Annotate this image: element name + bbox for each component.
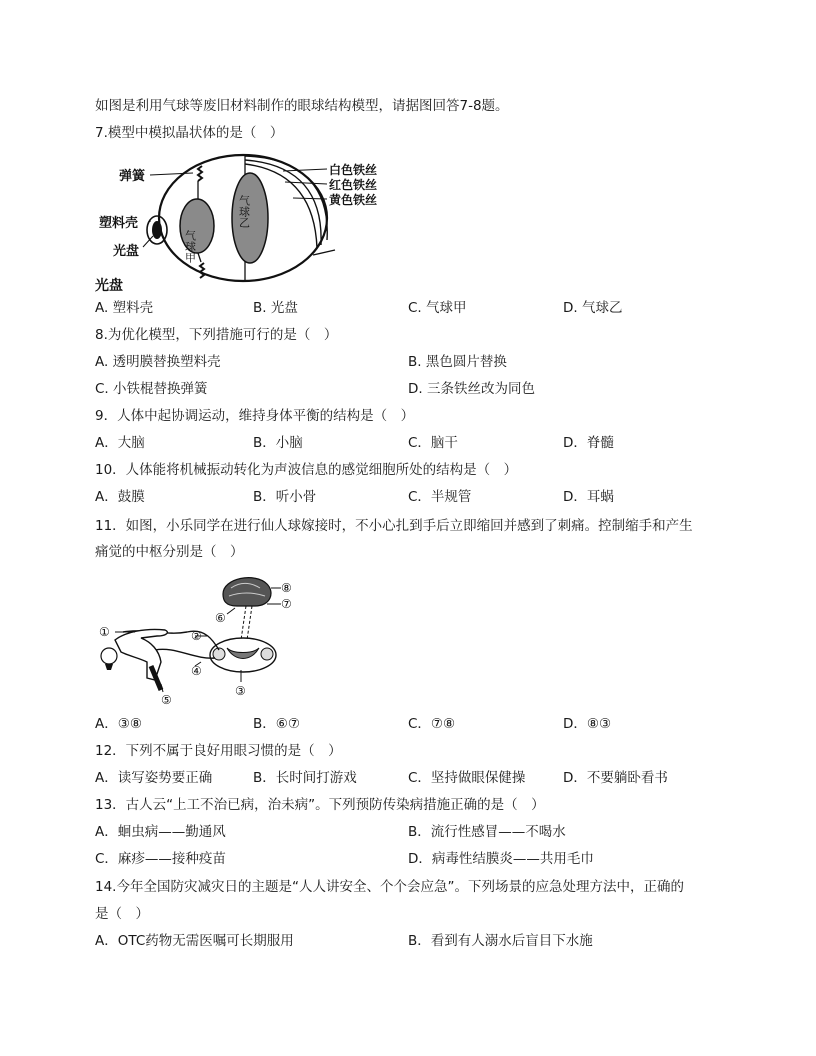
q9-option-a[interactable]: A．大脑 <box>95 435 145 451</box>
q9-option-c[interactable]: C．脑干 <box>408 435 458 451</box>
question-8-stem: 8.为优化模型，下列措施可行的是（ ） <box>95 327 338 343</box>
q11-option-d[interactable]: D．⑧③ <box>563 716 612 732</box>
question-10-stem: 10．人体能将机械振动转化为声波信息的感觉细胞所处的结构是（ ） <box>95 462 518 478</box>
q13-option-d[interactable]: D．病毒性结膜炎——共用毛巾 <box>408 851 594 867</box>
question-11-stem-line-1: 11．如图，小乐同学在进行仙人球嫁接时，不小心扎到手后立即缩回并感到了刺痛。控制缩手和产生 <box>95 518 693 534</box>
q12-option-a[interactable]: A．读写姿势要正确 <box>95 770 213 786</box>
question-14-stem-line-2: 是（ ） <box>95 906 149 922</box>
stray-label: 光盘 <box>95 278 123 294</box>
label-5: ⑤ <box>161 693 172 707</box>
label-red-wire: 红色铁丝 <box>329 178 378 192</box>
question-7-stem: 7.模型中模拟晶状体的是（ ） <box>95 125 284 141</box>
cactus-shape <box>101 648 117 664</box>
q11-option-b[interactable]: B．⑥⑦ <box>253 716 300 732</box>
q8-option-d[interactable]: D. 三条铁丝改为同色 <box>408 381 535 397</box>
q10-option-a[interactable]: A．鼓膜 <box>95 489 145 505</box>
q12-option-d[interactable]: D．不要躺卧看书 <box>563 770 668 786</box>
q12-option-b[interactable]: B．长时间打游戏 <box>253 770 357 786</box>
eyeball-model-figure <box>95 150 395 295</box>
question-14-stem-line-1: 14.今年全国防灾减灾日的主题是“人人讲安全、个个会应急”。下列场景的应急处理方法中，正确的 <box>95 879 684 895</box>
intro-text: 如图是利用气球等废旧材料制作的眼球结构模型，请据图回答7-8题。 <box>95 98 509 114</box>
q11-option-c[interactable]: C．⑦⑧ <box>408 716 456 732</box>
label-spring: 弹簧 <box>119 169 146 184</box>
q9-option-b[interactable]: B．小脑 <box>253 435 303 451</box>
q7-option-c[interactable]: C. 气球甲 <box>408 300 467 316</box>
label-disc: 光盘 <box>113 244 140 259</box>
q7-option-d[interactable]: D. 气球乙 <box>563 300 623 316</box>
q13-option-b[interactable]: B．流行性感冒——不喝水 <box>408 824 566 840</box>
q7-option-a[interactable]: A. 塑料壳 <box>95 300 154 316</box>
q11-option-a[interactable]: A．③⑧ <box>95 716 142 732</box>
label-3: ③ <box>235 684 246 698</box>
label-2: ② <box>191 629 202 643</box>
label-8: ⑧ <box>281 581 292 595</box>
motor-nerve <box>155 649 215 658</box>
disc <box>152 221 162 239</box>
q12-option-c[interactable]: C．坚持做眼保健操 <box>408 770 526 786</box>
label-plastic-shell: 塑料壳 <box>99 216 139 231</box>
q9-option-d[interactable]: D．脊髓 <box>563 435 614 451</box>
q8-option-b[interactable]: B. 黑色圆片替换 <box>408 354 507 370</box>
q13-option-a[interactable]: A．蛔虫病——勤通风 <box>95 824 226 840</box>
q14-option-a[interactable]: A．OTC药物无需医嘱可长期服用 <box>95 933 294 949</box>
q8-option-a[interactable]: A. 透明膜替换塑料壳 <box>95 354 221 370</box>
question-9-stem: 9．人体中起协调运动，维持身体平衡的结构是（ ） <box>95 408 415 424</box>
label-4: ④ <box>191 664 202 678</box>
label-1: ① <box>99 625 110 639</box>
q8-option-c[interactable]: C. 小铁棍替换弹簧 <box>95 381 208 397</box>
q10-option-b[interactable]: B．听小骨 <box>253 489 317 505</box>
question-12-stem: 12．下列不属于良好用眼习惯的是（ ） <box>95 743 342 759</box>
q10-option-d[interactable]: D．耳蜗 <box>563 489 614 505</box>
label-7: ⑦ <box>281 597 292 611</box>
q13-option-c[interactable]: C．麻疹——接种疫苗 <box>95 851 226 867</box>
hand-shape <box>115 629 167 680</box>
question-13-stem: 13．古人云“上工不治已病，治未病”。下列预防传染病措施正确的是（ ） <box>95 797 545 813</box>
label-6: ⑥ <box>215 611 226 625</box>
q14-option-b[interactable]: B．看到有人溺水后盲目下水施 <box>408 933 593 949</box>
label-balloon-a: 气球甲 <box>183 230 197 263</box>
label-balloon-b: 气球乙 <box>237 195 251 228</box>
spring-top <box>198 166 202 181</box>
brain-shape <box>223 578 271 606</box>
q7-option-b[interactable]: B. 光盘 <box>253 300 298 316</box>
q10-option-c[interactable]: C．半规管 <box>408 489 472 505</box>
reflex-arc-figure <box>95 570 310 710</box>
question-11-stem-line-2: 痛觉的中枢分别是（ ） <box>95 544 244 560</box>
label-yellow-wire: 黄色铁丝 <box>329 193 378 207</box>
label-white-wire: 白色铁丝 <box>329 163 378 177</box>
spring-bottom <box>200 263 204 278</box>
